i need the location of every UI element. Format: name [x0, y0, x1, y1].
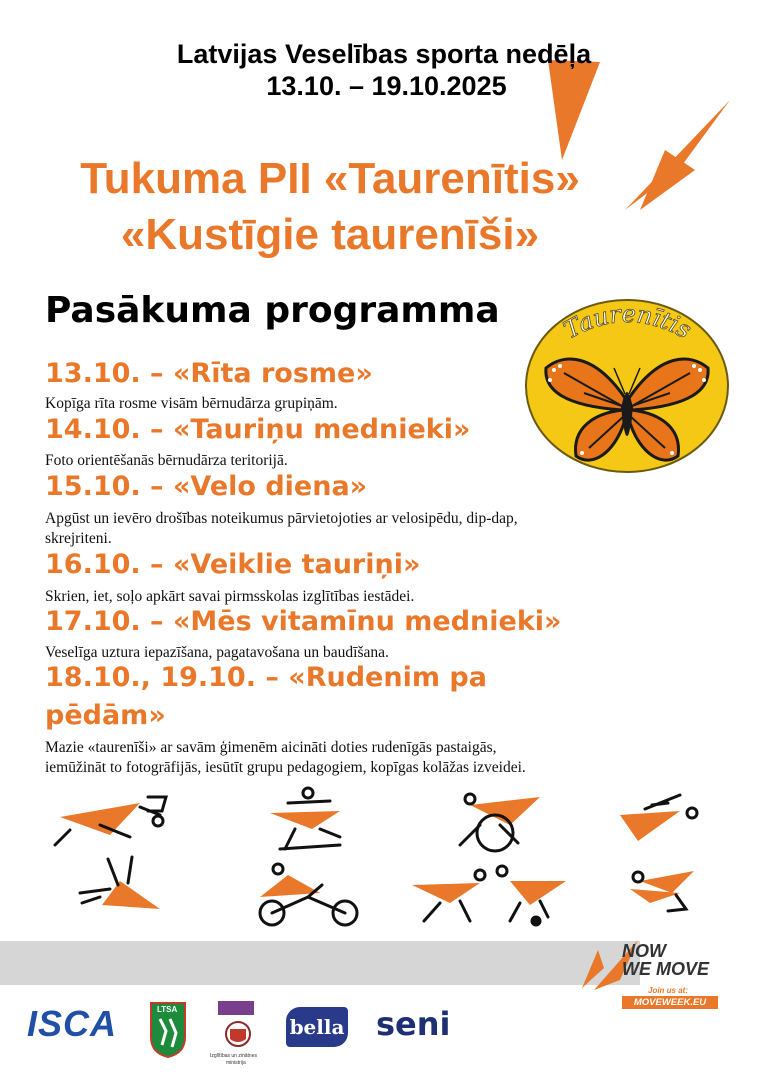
- event-header: [0, 38, 768, 102]
- ministry-text: Izglītības un zinātnes: [210, 1053, 257, 1059]
- day-title: 14.10. – «Tauriņu mednieki»: [45, 414, 471, 445]
- ministry-logo: [212, 1001, 272, 1067]
- badge-text: Taurenītis: [559, 299, 696, 345]
- athlete-pictogram-icon: [620, 795, 697, 841]
- kindergarten-title: Tukuma PII «Taurenītis»: [80, 154, 580, 203]
- athlete-pictogram-icon: [460, 794, 540, 851]
- move-join: Join us at:: [648, 986, 689, 995]
- ltsa-text: LTSA: [157, 1005, 178, 1014]
- isca-logo: ISCA: [27, 1003, 118, 1044]
- program-title: «Kustīgie taurenīši»: [120, 210, 540, 259]
- athlete-pictogram-icon: [55, 797, 166, 845]
- seni-logo: seni: [376, 1005, 451, 1043]
- program-heading: Pasākuma programma: [45, 290, 500, 331]
- day-description: Mazie «taurenīši» ar savām ģimenēm aicināti doties rudenīgās pastaigās,: [45, 739, 497, 756]
- butterfly-badge: [524, 298, 730, 474]
- bella-logo: [286, 1007, 348, 1047]
- day-description: Apgūst un ievēro drošības noteikumus pārvietojoties ar velosipēdu, dip-dap,: [45, 510, 518, 527]
- day-description: skrejriteni.: [45, 530, 112, 547]
- day-title: 18.10., 19.10. – «Rudenim pa: [45, 662, 487, 693]
- day-description: Skrien, iet, soļo apkārt savai pirmsskolas izglītības iestādei.: [45, 588, 415, 605]
- day-title: 13.10. – «Rīta rosme»: [45, 358, 373, 389]
- footer-band: [0, 941, 640, 985]
- sponsor-logo: [220, 1019, 256, 1049]
- day-title: 17.10. – «Mēs vitamīnu mednieki»: [45, 606, 562, 637]
- move-line2: WE MOVE: [622, 959, 710, 979]
- athlete-pictogram-icon: [630, 871, 694, 911]
- ministry-text: ministrija: [226, 1060, 246, 1066]
- athlete-pictogram-icon: [80, 857, 160, 909]
- day-title: pēdām»: [45, 700, 166, 731]
- athlete-pictogram-icon: [270, 788, 340, 849]
- athlete-pictogram-icon: [260, 864, 357, 925]
- ltsa-logo: [148, 1001, 188, 1059]
- day-description: iemūžināt to fotogrāfijās, iesūtīt grupu pedagogiem, kopīgas kolāžas izveidei.: [45, 759, 526, 776]
- move-url: MOVEWEEK.EU: [622, 996, 718, 1009]
- sponsor-logos: [0, 995, 768, 1075]
- athlete-pictogram-icon: [412, 866, 566, 925]
- bella-text: bella: [289, 1015, 345, 1039]
- day-description: Foto orientēšanās bērnudārza teritorijā.: [45, 452, 288, 469]
- pictogram-row: [40, 785, 740, 935]
- event-name: Latvijas Veselības sporta nedēļa: [176, 39, 592, 69]
- day-title: 15.10. – «Velo diena»: [45, 471, 368, 502]
- event-dates: 13.10. – 19.10.2025: [266, 71, 507, 101]
- day-description: Kopīga rīta rosme visām bērnudārza grupiņām.: [45, 395, 338, 412]
- butterfly-icon: [524, 298, 730, 474]
- move-line1: NOW: [622, 941, 666, 961]
- day-description: Veselīga uztura iepazīšana, pagatavošana un baudīšana.: [45, 644, 389, 661]
- day-title: 16.10. – «Veiklie tauriņi»: [45, 549, 421, 580]
